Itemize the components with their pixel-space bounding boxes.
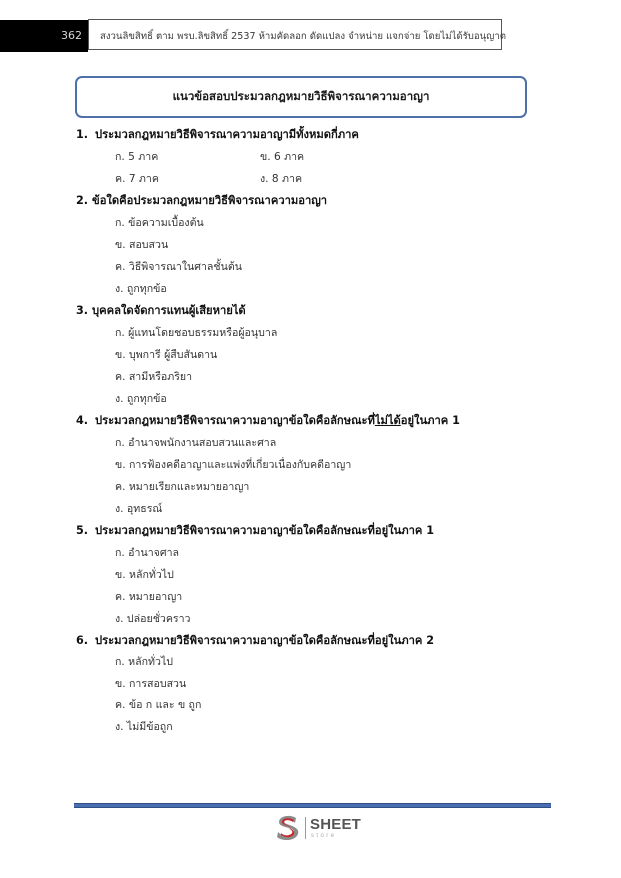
option-c[interactable]: ค. ข้อ ก และ ข ถูก xyxy=(115,699,202,711)
option-b[interactable]: ข. การฟ้องคดีอาญาและแพ่งที่เกี่ยวเนื่องกับคดีอาญา xyxy=(115,459,352,471)
question-number: 1. xyxy=(76,128,89,141)
option-b[interactable]: ข. การสอบสวน xyxy=(115,677,187,690)
option-a[interactable]: ก. อำนาจศาล xyxy=(115,547,180,559)
page-number-block xyxy=(0,20,88,52)
page-number: 362 xyxy=(61,29,82,42)
option-c[interactable]: ค. หมายอาญา xyxy=(115,591,183,603)
question-text: ข้อใดคือประมวลกฎหมายวิธีพิจารณาความอาญา xyxy=(92,194,328,207)
option-a[interactable]: ก. ผู้แทนโดยชอบธรรมหรือผู้อนุบาล xyxy=(115,327,278,339)
title-box xyxy=(75,76,527,118)
page-title: แนวข้อสอบประมวลกฎหมายวิธีพิจารณาความอาญา xyxy=(172,89,430,103)
question-2 xyxy=(76,190,576,300)
option-a[interactable]: ก. หลักทั่วไป xyxy=(115,656,174,668)
question-number: 3. xyxy=(76,304,89,317)
question-number: 5. xyxy=(76,524,89,537)
option-a[interactable]: ก. 5 ภาค xyxy=(115,151,159,163)
option-row xyxy=(76,168,576,190)
question-text: ประมวลกฎหมายวิธีพิจารณาความอาญาข้อใดคือลักษณะที่ xyxy=(95,414,375,427)
option-d[interactable]: ง. ไม่มีข้อถูก xyxy=(115,720,173,733)
question-heading xyxy=(76,520,576,542)
question-text: ประมวลกฎหมายวิธีพิจารณาความอาญามีทั้งหมดกี่ภาค xyxy=(95,128,359,141)
option-a[interactable]: ก. ข้อความเบื้องต้น xyxy=(115,217,204,229)
option-b[interactable]: ข. หลักทั่วไป xyxy=(115,569,174,581)
question-heading xyxy=(76,410,576,432)
option-a[interactable]: ก. อำนาจพนักงานสอบสวนและศาล xyxy=(115,437,277,449)
copyright-banner xyxy=(88,19,506,50)
option-d[interactable]: ง. ถูกทุกข้อ xyxy=(115,283,167,295)
option-d[interactable]: ง. อุทธรณ์ xyxy=(115,503,163,515)
question-text: บุคคลใดจัดการแทนผู้เสียหายได้ xyxy=(92,304,246,317)
footer-divider xyxy=(74,803,551,808)
question-1 xyxy=(76,124,576,190)
logo-wordmark: SHEET xyxy=(310,816,362,833)
question-text: ประมวลกฎหมายวิธีพิจารณาความอาญาข้อใดคือลักษณะที่อยู่ในภาค 2 xyxy=(95,634,435,647)
question-3 xyxy=(76,300,576,410)
option-d[interactable]: ง. 8 ภาค xyxy=(260,173,303,185)
question-list xyxy=(76,124,576,738)
question-text-tail: อยู่ในภาค 1 xyxy=(400,414,460,427)
question-heading xyxy=(76,630,576,652)
logo-subtext: store xyxy=(311,833,337,839)
option-row xyxy=(76,146,576,168)
option-c[interactable]: ค. วิธีพิจารณาในศาลชั้นต้น xyxy=(115,261,242,273)
question-heading xyxy=(76,300,576,322)
question-6 xyxy=(76,630,576,738)
copyright-notice: สงวนลิขสิทธิ์ ตาม พรบ.ลิขสิทธิ์ 2537 ห้ามคัดลอก ดัดแปลง จำหน่าย แจกจ่าย โดยไม่ได้รับอนุญาต xyxy=(100,31,506,42)
option-b[interactable]: ข. 6 ภาค xyxy=(260,151,305,163)
sheet-store-logo xyxy=(275,814,370,844)
question-number: 2. xyxy=(76,194,89,207)
logo-separator xyxy=(305,817,306,839)
question-emphasis: ไม่ได้ xyxy=(374,414,401,427)
option-d[interactable]: ง. ปล่อยชั่วคราว xyxy=(115,613,191,625)
question-4 xyxy=(76,410,576,520)
question-number: 4. xyxy=(76,414,89,427)
question-number: 6. xyxy=(76,634,89,647)
question-5 xyxy=(76,520,576,630)
option-d[interactable]: ง. ถูกทุกข้อ xyxy=(115,393,167,405)
question-text: ประมวลกฎหมายวิธีพิจารณาความอาญาข้อใดคือลักษณะที่อยู่ในภาค 1 xyxy=(95,524,435,537)
option-b[interactable]: ข. บุพการี ผู้สืบสันดาน xyxy=(115,349,218,361)
option-c[interactable]: ค. สามีหรือภริยา xyxy=(115,371,193,383)
question-heading xyxy=(76,124,576,146)
option-c[interactable]: ค. หมายเรียกและหมายอาญา xyxy=(115,481,250,493)
sheet-store-s-icon xyxy=(275,814,301,842)
option-c[interactable]: ค. 7 ภาค xyxy=(115,173,159,185)
option-b[interactable]: ข. สอบสวน xyxy=(115,239,169,251)
question-heading xyxy=(76,190,576,212)
